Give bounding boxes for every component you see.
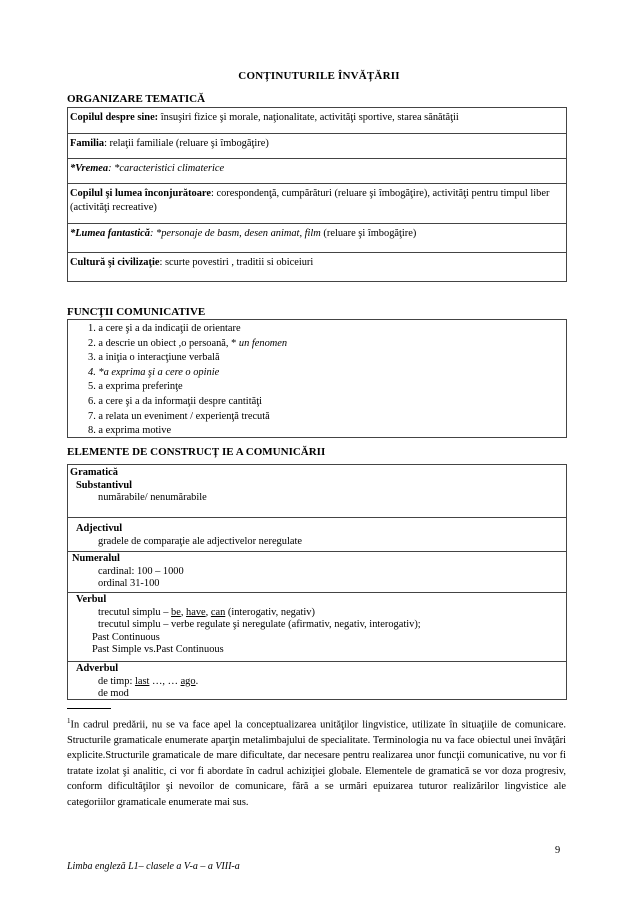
grammar-line: Past Simple vs.Past Continuous — [92, 644, 224, 656]
function-item: 7. a relata un eveniment / experienţă trecută — [88, 410, 270, 422]
grammar-head: Substantivul — [76, 479, 133, 491]
page-number: 9 — [555, 845, 561, 856]
org-text: : relaţii familiale (reluare şi îmbogăţire) — [104, 138, 269, 149]
grammar-line: ordinal 31-100 — [98, 578, 160, 590]
grammar-line: de timp: last …, … ago. — [98, 675, 199, 687]
grammar-row-numeralul — [68, 552, 566, 593]
functions-heading: FUNCŢII COMUNICATIVE — [67, 306, 206, 318]
page-footer: Limba engleză L1– clasele a V-a – a VIII-a — [67, 861, 240, 872]
function-item: 1. a cere şi a da indicaţii de orientare — [88, 323, 241, 334]
org-heading: ORGANIZARE TEMATICĂ — [67, 93, 206, 105]
page-title: CONȚINUTURILE ÎNVĂȚĂRII — [238, 70, 400, 82]
function-item: 2. a descrie un obiect ,o persoană, * un fenomen — [88, 337, 288, 349]
grammar-line: Past Continuous — [92, 631, 160, 643]
org-text: (reluare şi îmbogăţire) — [320, 228, 417, 239]
org-table — [67, 107, 567, 282]
org-row — [68, 224, 566, 253]
org-text: : corespondenţă, cumpărături (reluare şi îmbogăţire), activităţi pentru timpul liber (activităţi recreative) — [70, 188, 550, 213]
org-row — [68, 253, 566, 281]
grammar-row-verbul — [68, 593, 566, 662]
org-text: : *caracteristici climaterice — [108, 163, 225, 174]
function-item: 3. a iniţia o interacţiune verbală — [88, 352, 220, 364]
org-label: Familia — [70, 138, 105, 149]
grammar-head: Verbul — [76, 594, 107, 605]
grammar-line: trecutul simplu – be, have, can (interogativ, negativ) — [98, 606, 315, 618]
footnote-rule — [67, 708, 111, 709]
footnote-marker: 1 — [67, 717, 71, 725]
org-row — [68, 134, 566, 159]
grammar-row-adjectivul — [68, 518, 566, 552]
footnote-text: In cadrul predării, nu se va face apel la conceptualizarea unităţilor lingvistice, utilizate în situaţiile de comunicare. Structurile gramaticale enumerate aparţin metalimbajului de specialitate. Terminologia nu va face obiectul unei învăţări explicite.Structurile gramaticale de mare dificultate, dar necesare pentru realizarea unor funcţii comunicative, nu vor fi tratate izolat şi analitic, ci vor fi abordate în cadrul achiziţiei globale. Elementele de gramatică se vor doza progresiv, conform dificultăţilor şi nevoilor de comunicare, fără a se urmări epuizarea tuturor realizărilor lingvistice ale categoriilor gramaticale enumerate mai sus. — [67, 719, 566, 808]
org-row — [68, 184, 566, 224]
functions-box — [67, 319, 567, 438]
org-text: însuşiri fizice şi morale, naţionalitate, activităţi sportive, starea sănătăţii — [158, 112, 459, 123]
grammar-line: numărabile/ nenumărabile — [98, 492, 207, 504]
grammar-title: Gramatică — [70, 467, 118, 478]
function-item: 5. a exprima preferinţe — [88, 381, 183, 393]
grammar-head: Adverbul — [76, 663, 119, 674]
function-item: 8. a exprima motive — [88, 425, 172, 437]
org-label: *Lumea fantastică — [70, 228, 150, 239]
org-label: *Vremea — [70, 163, 109, 174]
org-row — [68, 159, 566, 184]
grammar-line: cardinal: 100 – 1000 — [98, 565, 184, 577]
function-item: 6. a cere şi a da informaţii despre cantităţi — [88, 395, 262, 407]
org-label: Copilul şi lumea înconjurătoare — [70, 188, 211, 199]
org-text: : scurte povestiri , traditii si obiceiuri — [159, 257, 314, 268]
org-label: Copilul despre sine: — [70, 112, 159, 123]
grammar-head: Adjectivul — [76, 523, 123, 534]
grammar-line: gradele de comparaţie ale adjectivelor neregulate — [98, 535, 302, 547]
grammar-row-adverbul — [68, 662, 566, 701]
elements-heading: ELEMENTE DE CONSTRUCȚ IE A COMUNICĂRII — [67, 446, 326, 458]
org-row — [68, 108, 566, 134]
grammar-head: Numeralul — [72, 553, 120, 564]
grammar-line: trecutul simplu – verbe regulate şi neregulate (afirmativ, negativ, interogativ); — [98, 619, 421, 631]
function-item: 4. *a exprima şi a cere o opinie — [88, 366, 220, 378]
grammar-row-substantivul — [68, 465, 566, 518]
grammar-table — [67, 464, 567, 700]
footnote — [67, 714, 566, 810]
org-text-italic: : *personaje de basm, desen animat, film — [149, 228, 321, 239]
grammar-line: de mod — [98, 688, 129, 700]
org-label: Cultură şi civilizaţie — [70, 257, 160, 268]
